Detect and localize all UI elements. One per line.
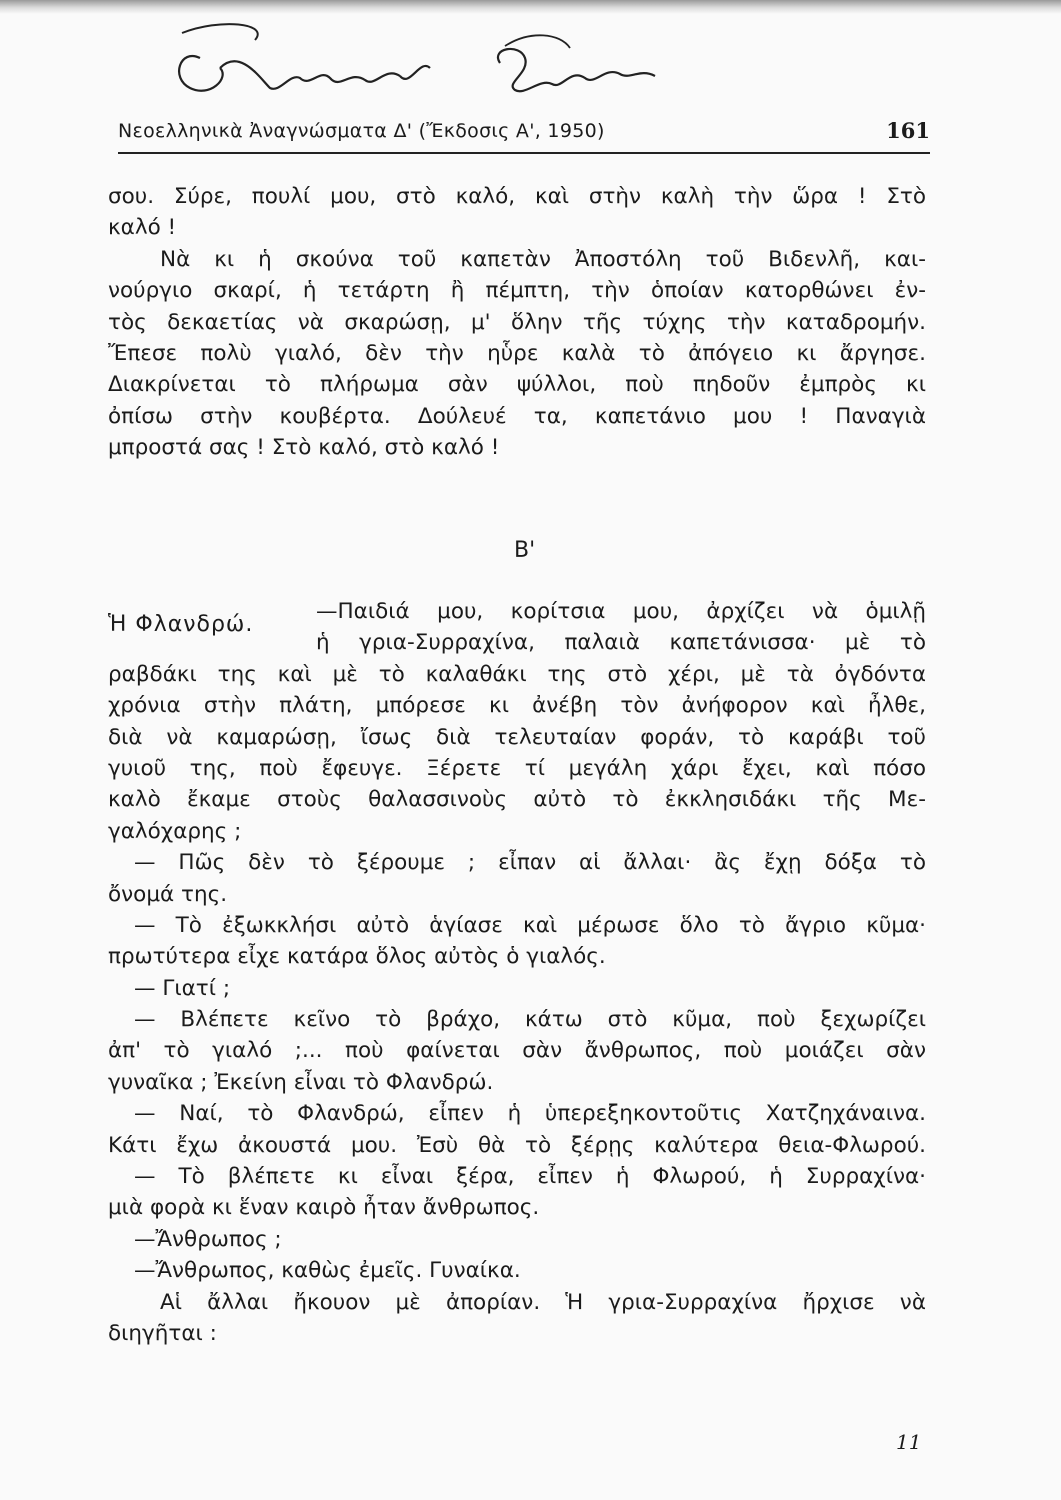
text-line: — Ναί, τὸ Φλανδρώ, εἶπεν ἡ ὑπερεξηκοντοῦτις Χατζηχάναινα. <box>134 1101 926 1127</box>
text-line: ὀπίσω στὴν κουβέρτα. Δούλευέ τα, καπετάνιο μου ! Παναγιὰ <box>108 403 926 429</box>
text-line: — Τὸ ἐξωκκλήσι αὐτὸ ἁγίασε καὶ μέρωσε ὅλο τὸ ἄγριο κῦμα· <box>134 912 926 938</box>
text-line: Αἱ ἄλλαι ἤκουον μὲ ἀπορίαν. Ἡ γρια-Συρραχίνα ἤρχισε νὰ <box>160 1289 926 1315</box>
text-line: καλό ! <box>108 215 177 241</box>
paragraph-part-2 <box>108 596 926 1349</box>
text-line: — Γιατί ; <box>134 975 231 1001</box>
scan-top-edge <box>0 0 1061 14</box>
running-title: Νεοελληνικὰ Ἀναγνώσματα Δ' (Ἔκδοσις Α', 1950) <box>118 120 605 142</box>
text-line: διηγῆται : <box>108 1320 217 1346</box>
text-line: — Τὸ βλέπετε κι εἶναι ξέρα, εἶπεν ἡ Φλωρού, ἡ Συρραχίνα· <box>134 1164 926 1190</box>
text-line: — Πῶς δὲν τὸ ξέρουμε ; εἶπαν αἱ ἄλλαι· ἂς ἔχῃ δόξα τὸ <box>134 850 926 876</box>
page-number: 161 <box>886 118 930 143</box>
text-line: μπροστά σας ! Στὸ καλό, στὸ καλό ! <box>108 435 500 461</box>
handwritten-signature <box>160 18 700 128</box>
text-line: —Παιδιά μου, κορίτσια μου, ἀρχίζει νὰ ὁμιλῇ <box>316 599 926 624</box>
text-line: ὄνομά της. <box>108 881 228 907</box>
signature-scribble <box>160 18 700 128</box>
printer-signature-mark: 11 <box>896 1430 922 1454</box>
text-line: Διακρίνεται τὸ πλήρωμα σὰν ψύλλοι, ποὺ πηδοῦν ἐμπρὸς κι <box>108 372 926 398</box>
paragraph-part-1 <box>108 181 926 464</box>
text-line: Κάτι ἔχω ἀκουστά μου. Ἐσὺ θὰ τὸ ξέρῃς καλύτερα θεια-Φλωρού. <box>108 1132 926 1158</box>
text-line: ἡ γρια-Συρραχίνα, παλαιὰ καπετάνισσα· μὲ τὸ <box>316 630 926 656</box>
text-line: γυναῖκα ; Ἐκείνη εἶναι τὸ Φλανδρώ. <box>108 1069 494 1095</box>
text-line: —Ἄνθρωπος ; <box>134 1226 282 1252</box>
text-line: — Βλέπετε κεῖνο τὸ βράχο, κάτω στὸ κῦμα, ποὺ ξεχωρίζει <box>134 1007 926 1033</box>
text-line: καλὸ ἔκαμε στοὺς θαλασσινοὺς αὐτὸ τὸ ἐκκλησιδάκι τῆς Με- <box>108 787 926 813</box>
text-line: μιὰ φορὰ κι ἕναν καιρὸ ἦταν ἄνθρωπος. <box>108 1195 540 1221</box>
header-rule <box>118 152 930 154</box>
text-line: διὰ νὰ καμαρώσῃ, ἴσως διὰ τελευταίαν φοράν, τὸ καράβι τοῦ <box>108 724 926 750</box>
text-line: τὸς δεκαετίας νὰ σκαρώσῃ, μ' ὅλην τῆς τύχης τὴν καταδρομήν. <box>108 309 926 335</box>
text-line: Ἔπεσε πολὺ γιαλό, δὲν τὴν ηὗρε καλὰ τὸ ἀπόγειο κι ἄργησε. <box>108 340 926 366</box>
text-line: γαλόχαρης ; <box>108 818 242 844</box>
text-line: ἀπ' τὸ γιαλό ;... ποὺ φαίνεται σὰν ἄνθρωπος, ποὺ μοιάζει σὰν <box>108 1038 926 1064</box>
text-line: σου. Σύρε, πουλί μου, στὸ καλό, καὶ στὴν καλὴ τὴν ὥρα ! Στὸ <box>108 184 926 209</box>
text-line: χρόνια στὴν πλάτη, μπόρεσε κι ἀνέβη τὸν ἀνήφορον καὶ ἦλθε, <box>108 693 926 719</box>
section-mark: Β' <box>514 538 536 563</box>
text-line: πρωτύτερα εἶχε κατάρα ὅλος αὐτὸς ὁ γιαλός. <box>108 944 606 970</box>
text-line: γυιοῦ της, ποὺ ἔφευγε. Ξέρετε τί μεγάλη χάρι ἔχει, καὶ πόσο <box>108 755 926 781</box>
text-line: —Ἄνθρωπος, καθὼς ἐμεῖς. Γυναίκα. <box>134 1258 521 1284</box>
page-header <box>118 116 930 152</box>
text-line: ραβδάκι της καὶ μὲ τὸ καλαθάκι της στὸ χέρι, μὲ τὰ ὀγδόντα <box>108 661 926 687</box>
side-heading: Ἡ Φλανδρώ. <box>108 612 254 637</box>
text-line: νούργιο σκαρί, ἡ τετάρτη ἢ πέμπτη, τὴν ὁποίαν κατορθώνει ἐν- <box>108 278 926 304</box>
text-line: Νὰ κι ἡ σκούνα τοῦ καπετὰν Ἀποστόλη τοῦ Βιδενλῆ, και- <box>160 246 926 272</box>
